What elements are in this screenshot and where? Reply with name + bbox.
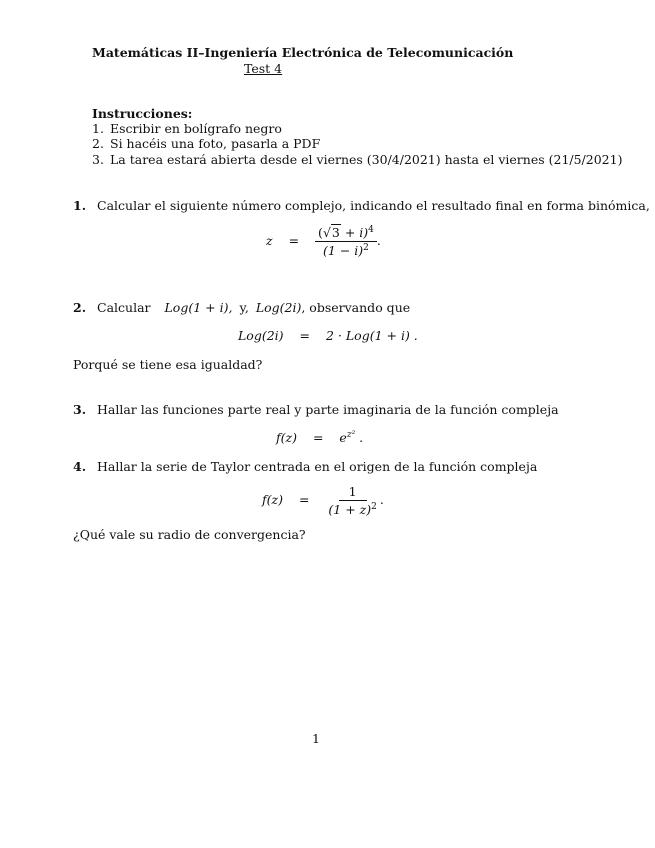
formula-lhs: z — [266, 233, 273, 248]
problem-3-statement — [73, 402, 559, 418]
problem-number: 2. — [73, 300, 87, 315]
problem-text: Hallar la serie de Taylor centrada en el origen de la función compleja — [97, 459, 538, 474]
document-subtitle: Test 4 — [244, 61, 283, 76]
instruction-number: 2. — [92, 136, 104, 151]
formula-fraction — [315, 224, 377, 259]
instruction-text: Escribir en bolígrafo negro — [110, 121, 282, 136]
problem-4-formula — [262, 483, 384, 518]
fraction-denominator — [325, 501, 379, 518]
formula-end: . — [376, 233, 381, 248]
instruction-text: Si hacéis una foto, pasarla a PDF — [110, 136, 321, 151]
problem-text: Calcular el siguiente número complejo, indicando el resultado final en forma binómica, — [97, 198, 650, 213]
formula-exponent: z² — [346, 429, 356, 440]
problem-text-c: , observando que — [301, 300, 411, 315]
problem-number: 3. — [73, 402, 87, 417]
instruction-item — [92, 121, 282, 137]
formula-equals: = — [312, 430, 324, 445]
problem-number: 4. — [73, 459, 87, 474]
formula-fraction — [325, 483, 379, 518]
problem-number: 1. — [73, 198, 87, 213]
problem-2-statement — [73, 300, 410, 316]
denominator-base: (1 + z) — [328, 502, 372, 517]
fraction-numerator: $(√3 + i)^4$ — [315, 224, 377, 242]
fraction-denominator — [320, 242, 372, 259]
problem-1-formula — [266, 224, 381, 259]
problem-text-a: Calcular — [97, 300, 151, 315]
instruction-item — [92, 152, 622, 168]
problem-math-b: Log(2i) — [255, 300, 302, 315]
problem-2-formula — [238, 328, 418, 344]
problem-2-followup: Porqué se tiene esa igualdad? — [73, 357, 263, 372]
problem-text: Hallar las funciones parte real y parte imaginaria de la función compleja — [97, 402, 559, 417]
formula-equals: = — [298, 492, 310, 507]
document-title: Matemáticas II–Ingeniería Electrónica de Telecomunicación — [92, 45, 514, 60]
instruction-text: La tarea estará abierta desde el viernes (30/4/2021) hasta el viernes (21/5/2021) — [110, 152, 623, 167]
formula-lhs: Log(2i) — [238, 328, 284, 343]
denominator-exponent: 2 — [363, 242, 369, 253]
problem-3-formula — [276, 430, 363, 446]
problem-math-a: Log(1 + i), — [164, 300, 233, 315]
problem-text-b: y, — [239, 300, 249, 315]
problem-4-followup: ¿Qué vale su radio de convergencia? — [73, 527, 306, 542]
numerator-rest: + i) — [340, 225, 369, 240]
fraction-numerator: 1 — [339, 483, 367, 501]
formula-lhs: f(z) — [262, 492, 283, 507]
formula-equals: = — [288, 233, 300, 248]
formula-end: . — [359, 430, 364, 445]
formula-rhs: 2 · Log(1 + i) . — [326, 328, 418, 343]
denominator-exponent: 2 — [371, 501, 377, 512]
formula-equals: = — [299, 328, 311, 343]
problem-4-statement — [73, 459, 537, 475]
instruction-number: 3. — [92, 152, 104, 167]
instruction-item — [92, 136, 320, 152]
denominator-base: (1 − i) — [323, 243, 364, 258]
instructions-heading: Instrucciones: — [92, 106, 193, 121]
problem-1-statement — [73, 198, 650, 214]
formula-base: e — [339, 430, 347, 445]
sqrt-argument: 3 — [331, 225, 340, 240]
formula-end: . — [379, 492, 384, 507]
formula-lhs: f(z) — [276, 430, 297, 445]
page-number: 1 — [312, 731, 320, 746]
paren-open: ( — [318, 225, 323, 240]
instruction-number: 1. — [92, 121, 104, 136]
numerator-exponent: 4 — [368, 224, 374, 235]
